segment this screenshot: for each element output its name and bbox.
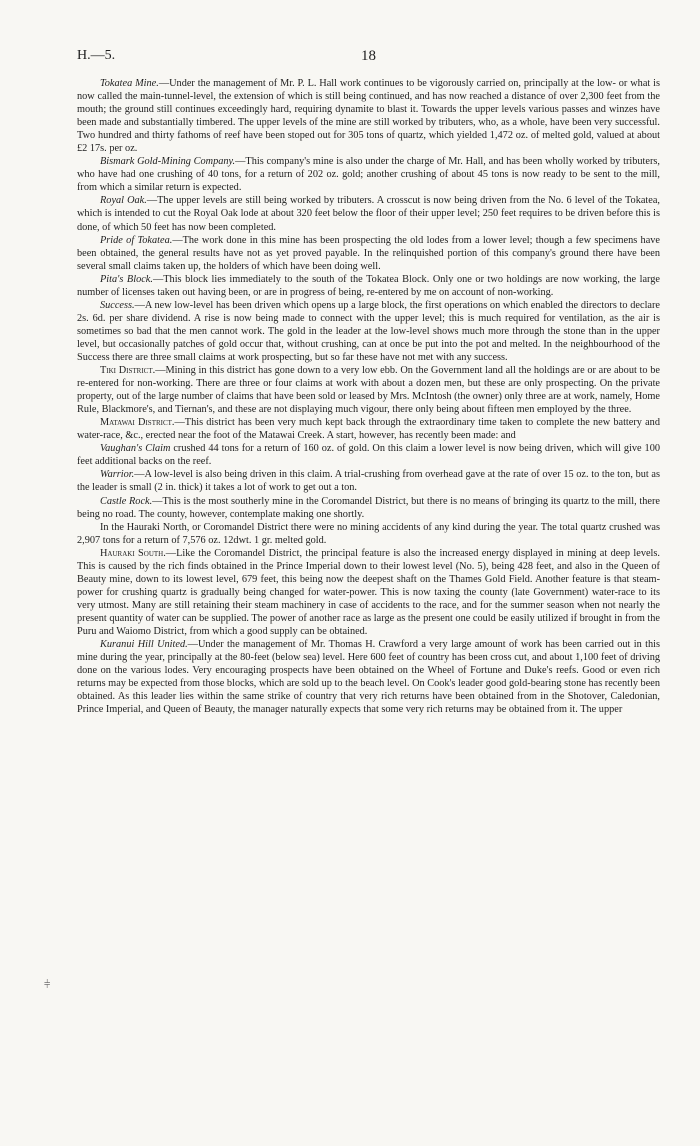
paragraph-lead: Royal Oak.	[100, 195, 147, 207]
paragraph-text: —This block lies immediately to the south of the Tokatea Block. Only one or two holdings are now working, the large number of licenses taken out having been, or are in progress of being, re-entered by me on account of non-working.	[77, 273, 660, 298]
paragraph	[77, 234, 660, 273]
page-header	[77, 48, 660, 68]
paragraph-text: —The upper levels are still being worked by tributers. A crosscut is now being driven from the No. 6 level of the Tokatea, which is intended to cut the Royal Oak lode at about 320 feet below the floor of their upper level; 250 feet requires to be driven before this is done, of which 50 feet has now been completed.	[77, 195, 660, 233]
paragraph	[77, 495, 660, 521]
paragraph-lead: Bismark Gold-Mining Company.	[100, 156, 236, 168]
paragraph-lead: Tiki District.	[100, 365, 156, 377]
paragraph-text: —A new low-level has been driven which opens up a large block, the first operations on which enabled the directors to declare 2s. 6d. per share dividend. A rise is now being made to connect with the upper level; this is much required for ventilation, as the air is sometimes so bad that the men cannot work. The gold in the leader at the low-level shows much more through the stone than in the upper level, but occasionally patches of gold occur that, without crushing, can at once be put into the pot and melted. In the neighbourhood of the Success there are three small claims at work prospecting, but so far these have not met with any success.	[77, 299, 660, 363]
paragraph-lead: Tokatea Mine.	[100, 78, 159, 89]
paragraph-lead: Warrior.	[100, 469, 135, 481]
paragraph-lead: Matawai District.	[100, 417, 175, 429]
paragraph	[77, 442, 660, 468]
report-reference: H.—5.	[77, 48, 116, 63]
paragraph-lead: Pride of Tokatea.	[100, 234, 173, 246]
margin-mark: ⫩	[44, 979, 51, 991]
paragraph	[77, 468, 660, 494]
paragraph-lead: Vaughan's Claim	[100, 443, 171, 455]
paragraph-text: crushed 44 tons for a return of 160 oz. of gold. On this claim a lower level is now being driven, which will give 100 feet additional backs on the reef.	[77, 443, 660, 468]
paragraph	[77, 155, 660, 194]
paragraph-text: —This district has been very much kept back through the extraordinary time taken to complete the new battery and water-race, &c., erected near the foot of the Matawai Creek. A start, however, has recently been made: and	[77, 417, 660, 442]
paragraph-lead: Hauraki South.	[100, 547, 166, 559]
paragraph	[77, 521, 660, 547]
paragraph-text: —This is the most southerly mine in the Coromandel District, but there is no means of bringing its quartz to the mill, there being no road. The county, however, contemplate making one shortly.	[77, 495, 660, 520]
paragraph-lead: Pita's Block.	[100, 273, 153, 285]
paragraph-lead: Castle Rock.	[100, 495, 153, 507]
paragraph	[77, 194, 660, 233]
paragraph-text: —Mining in this district has gone down to a very low ebb. On the Government land all the holdings are or are about to be re-entered for non-working. There are three or four claims at work with about a dozen men, but these are only prospecting. On the private property, out of the large number of claims that have been sold or leased by Mrs. McIntosh (the owner) only three are at work, namely, Home Rule, Blackmore's, and Tiernan's, and these are not displaying much vigour, there only being about fifteen men employed by the three.	[77, 365, 660, 416]
paragraph	[77, 547, 660, 638]
paragraph-text: —A low-level is also being driven in this claim. A trial-crushing from overhead gave at the rate of over 15 oz. to the ton, but as the leader is small (2 in. thick) it takes a lot of work to get out a ton.	[77, 469, 660, 494]
paragraph-text: —This company's mine is also under the charge of Mr. Hall, and has been wholly worked by tributers, who have had one crushing of 40 tons, for a return of 202 oz. gold; another crushing of about 45 tons is now ready to be sent to the mill, from which a similar return is expected.	[77, 156, 660, 194]
paragraph	[77, 416, 660, 442]
paragraph-lead: Success.	[100, 299, 135, 311]
paragraph	[77, 77, 660, 155]
paragraph-text: —The work done in this mine has been prospecting the old lodes from a lower level; though a few specimens have been obtained, the general results have not as yet proved payable. In the relinquished portion of this company's ground there have been several small claims taken up, the holders of which have been doing well.	[77, 234, 660, 272]
paragraph	[77, 638, 660, 716]
paragraph-text: —Like the Coromandel District, the principal feature is also the increased energy displayed in mining at deep levels. This is caused by the rich finds obtained in the Prince Imperial down to their lowest level (No. 5), being 428 feet, and also in the Queen of Beauty mine, down to its lowest level, 679 feet, this being now the deepest shaft on the Thames Gold Field. Another feature is that steam-power for crushing quartz is gradually being changed for water-power. This is now taxing the county (late Government) water-race to its very utmost. Many are still retaining their steam machinery in case of accidents to the race, and for the summer season when not nearly the present quantity of water can be supplied. The power of another race as large as the present one could be easily utilized if brought in from the Puru and Waiomo District, from which a good supply can be obtained.	[77, 547, 660, 637]
paragraph-text: —Under the management of Mr. Thomas H. Crawford a very large amount of work has been carried out in this mine during the year, principally at the 80-feet (below sea) level. Here 600 feet of country has been cross cut, and about 1,100 feet of driving done on the various lodes. Very encouraging prospects have been obtained on the Wheel of Fortune and Duke's reefs. Good or even rich returns may be expected from those blocks, which are sold up to the beach level. On Cook's leader good gold-bearing stone has recently been obtained. As this leader lies within the same strike of country that very rich returns have been obtained from in the Shotover, Caledonian, Prince Imperial, and Queen of Beauty, the manager naturally expects that some very rich returns may be obtained from it. The upper	[77, 639, 660, 716]
paragraph-text: In the Hauraki North, or Coromandel District there were no mining accidents of any kind during the year. The total quartz crushed was 2,907 tons for a return of 7,576 oz. 12dwt. 1 gr. melted gold.	[77, 521, 660, 546]
paragraph-lead: Kuranui Hill United.	[100, 639, 188, 651]
paragraph	[77, 273, 660, 299]
page-number: 18	[361, 48, 376, 64]
paragraph-text: —Under the management of Mr. P. L. Hall work continues to be vigorously carried on, principally at the low- or what is now called the main-tunnel-level, the extension of which is still being continued, and has now reached a distance of over 2,300 feet from the mouth; the ground still continues exceedingly hard, requiring dynamite to blast it. Towards the upper levels various passes and winzes have been made and substantially timbered. The upper levels of the mine are still worked by tributers, who, as a whole, have been very successful. Two hundred and thirty fathoms of reef have been stoped out for 305 tons of quartz, which yielded 1,472 oz. of melted gold, valued at about £2 17s. per oz.	[77, 78, 660, 155]
paragraph	[77, 299, 660, 364]
body-text	[77, 77, 660, 716]
paragraph	[77, 364, 660, 416]
